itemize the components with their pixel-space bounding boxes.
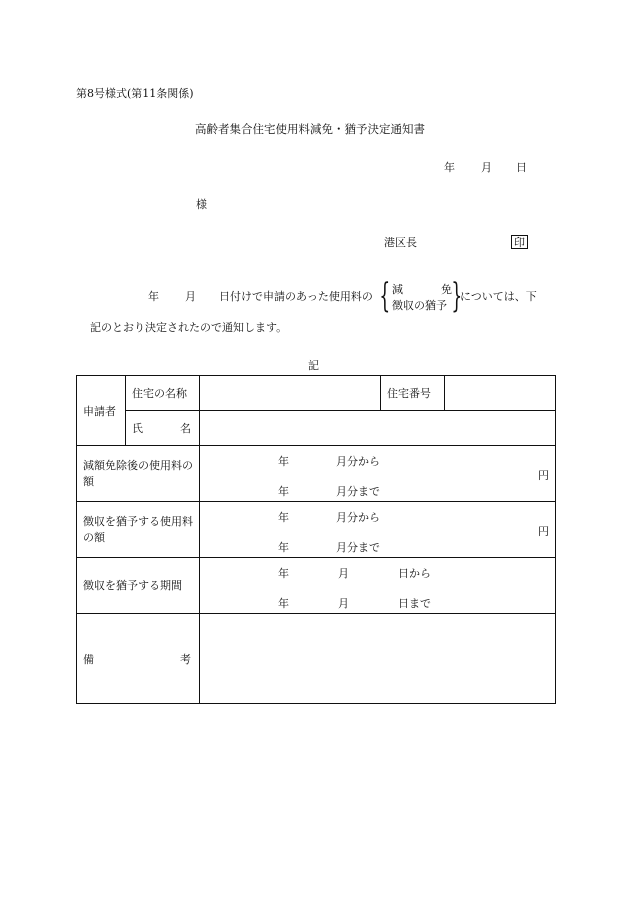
table-row [77, 411, 556, 446]
option-exemption-b: 免 [441, 283, 452, 296]
ki-heading: 記 [308, 359, 319, 372]
deferral-period-field[interactable] [200, 558, 556, 614]
table-row [77, 558, 556, 614]
period-from [278, 453, 380, 469]
reduced-fee-label: 減額免除後の使用料の額 [77, 446, 200, 502]
body-year: 年 [148, 290, 159, 303]
applicant-label: 申請者 [77, 376, 126, 446]
period-month: 月 [338, 597, 349, 610]
reduced-fee-field[interactable] [200, 446, 556, 502]
seal-mark: 印 [511, 235, 528, 249]
addressee-suffix: 様 [196, 198, 207, 211]
period-month: 月 [338, 567, 349, 580]
period-day-to: 日まで [398, 597, 431, 610]
date-year: 年 [444, 161, 455, 174]
remarks-label-a: 備 [83, 652, 94, 666]
date-month: 月 [481, 161, 492, 174]
deferred-fee-label: 徴収を猶予する使用料の額 [77, 502, 200, 558]
body-suffix: については、下 [460, 290, 537, 303]
document-title: 高齢者集合住宅使用料減免・猶予決定通知書 [195, 122, 425, 136]
body-line2: 記のとおり決定されたので通知します。 [90, 321, 288, 334]
name-label [126, 411, 200, 446]
period-month-from: 月分から [336, 511, 380, 524]
table-row [77, 446, 556, 502]
yen-unit: 円 [538, 525, 549, 538]
house-number-label: 住宅番号 [381, 376, 445, 411]
period-year: 年 [278, 541, 289, 554]
table-row [77, 502, 556, 558]
period-year: 年 [278, 455, 289, 468]
detail-table [76, 375, 556, 704]
period-from [278, 509, 380, 525]
body-prefix: 日付けで申請のあった使用料の [219, 290, 373, 303]
option-exemption [392, 281, 452, 297]
house-name-label: 住宅の名称 [126, 376, 200, 411]
period-year: 年 [278, 485, 289, 498]
house-name-field[interactable] [200, 376, 381, 411]
option-brace [379, 276, 463, 316]
table-row [77, 376, 556, 411]
period-year: 年 [278, 511, 289, 524]
form-number: 第8号様式(第11条関係) [76, 87, 194, 100]
option-deferral: 徴収の猶予 [392, 299, 447, 312]
period-month-from: 月分から [336, 455, 380, 468]
deferred-fee-field[interactable] [200, 502, 556, 558]
period-month-to: 月分まで [336, 485, 380, 498]
period-from [278, 565, 431, 581]
remarks-label [77, 614, 200, 704]
issuer-name: 港区長 [384, 236, 417, 249]
deferral-period-label: 徴収を猶予する期間 [77, 558, 200, 614]
remarks-field[interactable] [200, 614, 556, 704]
period-year: 年 [278, 567, 289, 580]
name-label-b: 名 [180, 422, 191, 435]
period-to [278, 595, 431, 611]
name-field[interactable] [200, 411, 556, 446]
period-year: 年 [278, 597, 289, 610]
date-day: 日 [516, 161, 527, 174]
period-day-from: 日から [398, 567, 431, 580]
period-to [278, 539, 380, 555]
yen-unit: 円 [538, 469, 549, 482]
right-brace: } [451, 276, 463, 316]
body-month: 月 [185, 290, 196, 303]
remarks-label-b: 考 [180, 652, 191, 666]
table-row [77, 614, 556, 704]
period-to [278, 483, 380, 499]
period-month-to: 月分まで [336, 541, 380, 554]
left-brace: { [379, 276, 391, 316]
name-label-a: 氏 [132, 422, 143, 435]
house-number-field[interactable] [445, 376, 556, 411]
option-exemption-a: 減 [392, 283, 403, 296]
